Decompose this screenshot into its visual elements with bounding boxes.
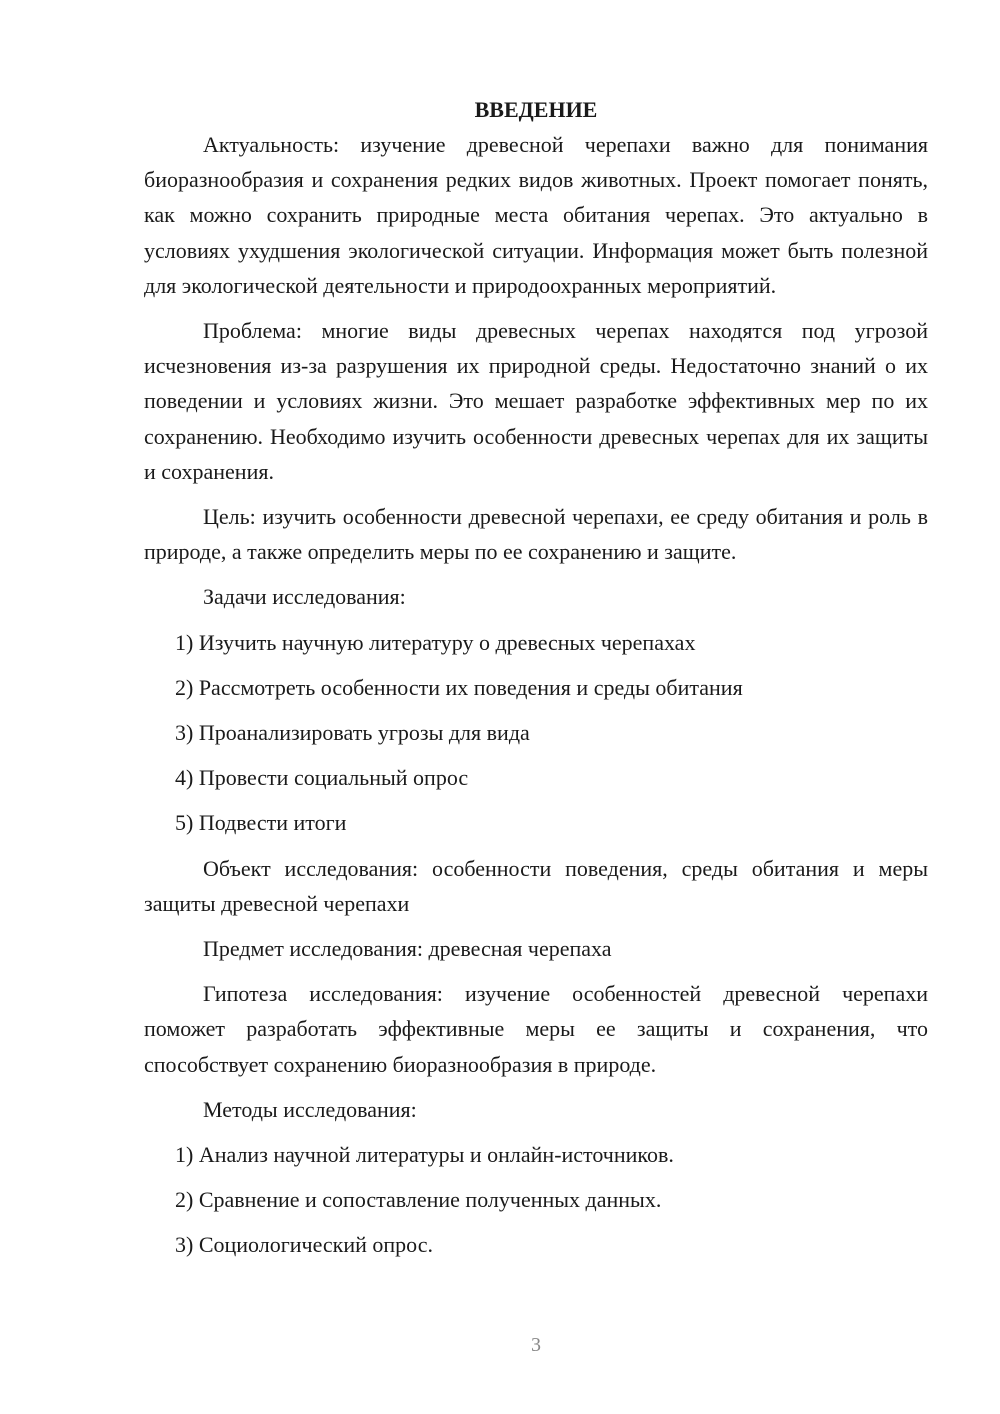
task-item: 3) Проанализировать угрозы для вида: [175, 720, 530, 746]
object-paragraph: Объект исследования: особенности поведения, среды обитания и меры защиты древесной черепахи: [144, 855, 928, 916]
problem-paragraph: Проблема: многие виды древесных черепах находятся под угрозой исчезновения из-за разрушения их природной среды. Недостаточно знаний о их поведении и условиях жизни. Это мешает разработке эффективных мер по их сохранению. Необходимо изучить особенности древесных черепах для их защиты и сохранения.: [144, 318, 928, 484]
method-item: 2) Сравнение и сопоставление полученных данных.: [175, 1187, 662, 1213]
method-item: 1) Анализ научной литературы и онлайн-источников.: [175, 1142, 674, 1168]
methods-list: [144, 1137, 928, 1263]
subject-paragraph: Предмет исследования: древесная черепаха: [203, 936, 612, 962]
task-item: 2) Рассмотреть особенности их поведения и среды обитания: [175, 674, 743, 700]
task-item: 4) Провести социальный опрос: [175, 765, 469, 791]
document-page: [144, 95, 928, 1273]
goal-paragraph: Цель: изучить особенности древесной черепахи, ее среду обитания и роль в природе, а также определить меры по ее сохранению и защите.: [144, 504, 928, 565]
section-heading: ВВЕДЕНИЕ: [474, 97, 598, 122]
relevance-paragraph: Актуальность: изучение древесной черепахи важно для понимания биоразнообразия и сохранения редких видов животных. Проект помогает понять, как можно сохранить природные места обитания черепах. Это актуально в условиях ухудшения экологической ситуации. Информация может быть полезной для экологической деятельности и природоохранных мероприятий.: [144, 132, 928, 298]
method-item: 3) Социологический опрос.: [175, 1232, 433, 1258]
task-item: 1) Изучить научную литературу о древесных черепахах: [175, 629, 696, 655]
methods-title: Методы исследования:: [203, 1096, 417, 1122]
task-item: 5) Подвести итоги: [175, 810, 347, 836]
tasks-title: Задачи исследования:: [203, 584, 406, 610]
page-number: 3: [531, 1334, 541, 1356]
hypothesis-paragraph: Гипотеза исследования: изучение особенностей древесной черепахи поможет разработать эффективные меры ее защиты и сохранения, что способствует сохранению биоразнообразия в природе.: [144, 981, 928, 1077]
tasks-list: [144, 625, 928, 841]
